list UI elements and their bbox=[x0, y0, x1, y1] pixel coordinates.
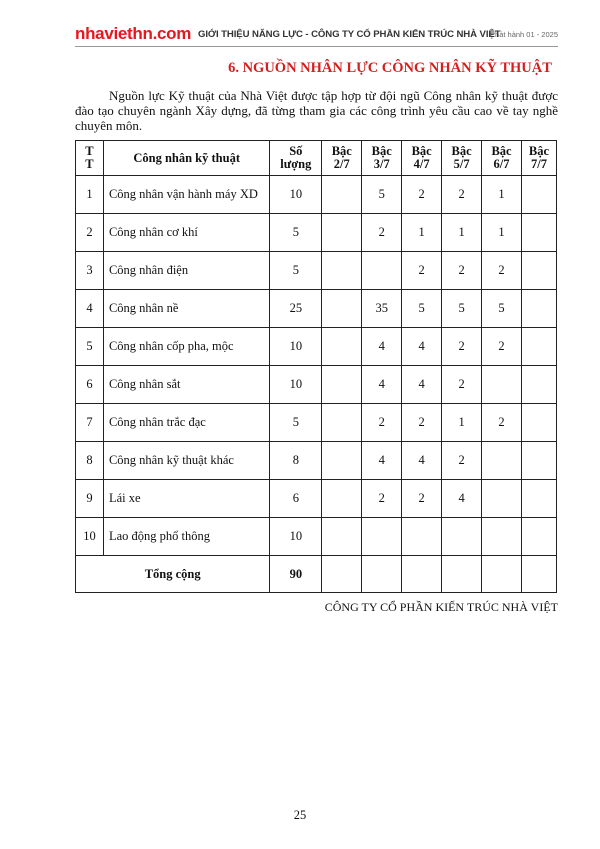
cell-qty: 5 bbox=[270, 252, 322, 290]
cell-bac-3: 35 bbox=[362, 290, 402, 328]
cell-qty: 25 bbox=[270, 290, 322, 328]
cell-tt: 5 bbox=[76, 328, 104, 366]
cell-qty: 5 bbox=[270, 214, 322, 252]
cell-bac-6 bbox=[482, 442, 522, 480]
cell-qty: 10 bbox=[270, 518, 322, 556]
cell-bac-3: 5 bbox=[362, 176, 402, 214]
cell-bac-5: 2 bbox=[442, 252, 482, 290]
cell-bac-2 bbox=[322, 518, 362, 556]
cell-empty bbox=[522, 556, 557, 593]
table-row bbox=[76, 176, 557, 214]
cell-bac-5: 2 bbox=[442, 442, 482, 480]
cell-bac-3: 2 bbox=[362, 480, 402, 518]
cell-empty bbox=[362, 556, 402, 593]
cell-bac-4: 2 bbox=[402, 480, 442, 518]
cell-bac-7 bbox=[522, 214, 557, 252]
company-logo: nhaviethn.com bbox=[75, 24, 192, 43]
table-row bbox=[76, 518, 557, 556]
table-row bbox=[76, 214, 557, 252]
cell-bac-4: 4 bbox=[402, 366, 442, 404]
table-row bbox=[76, 290, 557, 328]
cell-empty bbox=[402, 556, 442, 593]
header-bac-6: Bậc 6/7 bbox=[482, 141, 522, 176]
cell-qty: 10 bbox=[270, 328, 322, 366]
cell-bac-7 bbox=[522, 518, 557, 556]
cell-qty: 6 bbox=[270, 480, 322, 518]
cell-bac-4 bbox=[402, 518, 442, 556]
cell-bac-6: 2 bbox=[482, 404, 522, 442]
cell-bac-6: 2 bbox=[482, 252, 522, 290]
cell-tt: 4 bbox=[76, 290, 104, 328]
cell-tt: 3 bbox=[76, 252, 104, 290]
cell-bac-2 bbox=[322, 214, 362, 252]
cell-bac-6: 1 bbox=[482, 176, 522, 214]
cell-qty: 5 bbox=[270, 404, 322, 442]
worker-table bbox=[75, 140, 557, 593]
cell-bac-3: 2 bbox=[362, 214, 402, 252]
cell-bac-5: 1 bbox=[442, 214, 482, 252]
cell-qty: 10 bbox=[270, 176, 322, 214]
cell-bac-2 bbox=[322, 176, 362, 214]
page-header bbox=[75, 26, 558, 47]
cell-bac-2 bbox=[322, 290, 362, 328]
header-tt: T T bbox=[76, 141, 104, 176]
cell-tt: 10 bbox=[76, 518, 104, 556]
cell-bac-4: 1 bbox=[402, 214, 442, 252]
table-row bbox=[76, 366, 557, 404]
intro-text: Nguồn lực Kỹ thuật của Nhà Việt được tập hợp từ đội ngũ Công nhân kỹ thuật được đào tạo chuyên ngành Xây dựng, đã từng tham gia các công trình yêu cầu cao về tay nghề chuyên môn. bbox=[75, 88, 558, 133]
cell-name: Công nhân cốp pha, mộc bbox=[103, 328, 269, 366]
cell-bac-4: 2 bbox=[402, 252, 442, 290]
cell-bac-5 bbox=[442, 518, 482, 556]
cell-bac-7 bbox=[522, 290, 557, 328]
cell-empty bbox=[442, 556, 482, 593]
cell-bac-7 bbox=[522, 442, 557, 480]
cell-bac-6: 5 bbox=[482, 290, 522, 328]
cell-bac-3: 4 bbox=[362, 366, 402, 404]
table-row bbox=[76, 480, 557, 518]
cell-bac-3: 2 bbox=[362, 404, 402, 442]
total-row bbox=[76, 556, 557, 593]
cell-name: Lao động phổ thông bbox=[103, 518, 269, 556]
cell-bac-2 bbox=[322, 328, 362, 366]
cell-bac-3: 4 bbox=[362, 442, 402, 480]
cell-bac-5: 2 bbox=[442, 366, 482, 404]
cell-bac-2 bbox=[322, 480, 362, 518]
header-worker: Công nhân kỹ thuật bbox=[103, 141, 269, 176]
cell-bac-7 bbox=[522, 328, 557, 366]
header-bac-5: Bậc 5/7 bbox=[442, 141, 482, 176]
table-row bbox=[76, 404, 557, 442]
cell-bac-5: 1 bbox=[442, 404, 482, 442]
company-signature: CÔNG TY CỔ PHẦN KIẾN TRÚC NHÀ VIỆT bbox=[324, 600, 558, 614]
cell-bac-2 bbox=[322, 252, 362, 290]
cell-bac-3 bbox=[362, 518, 402, 556]
cell-bac-6 bbox=[482, 480, 522, 518]
issue-label: Phát hành 01 - 2025 bbox=[490, 30, 558, 39]
cell-bac-3 bbox=[362, 252, 402, 290]
header-bac-7: Bậc 7/7 bbox=[522, 141, 557, 176]
cell-bac-2 bbox=[322, 442, 362, 480]
cell-tt: 1 bbox=[76, 176, 104, 214]
cell-bac-4: 4 bbox=[402, 328, 442, 366]
cell-bac-3: 4 bbox=[362, 328, 402, 366]
total-qty: 90 bbox=[270, 556, 322, 593]
header-bac-2: Bậc 2/7 bbox=[322, 141, 362, 176]
cell-bac-4: 4 bbox=[402, 442, 442, 480]
cell-name: Công nhân vận hành máy XD bbox=[103, 176, 269, 214]
cell-qty: 10 bbox=[270, 366, 322, 404]
table-row bbox=[76, 328, 557, 366]
cell-bac-4: 5 bbox=[402, 290, 442, 328]
intro-paragraph bbox=[75, 88, 558, 133]
cell-tt: 9 bbox=[76, 480, 104, 518]
cell-name: Công nhân điện bbox=[103, 252, 269, 290]
cell-bac-5: 5 bbox=[442, 290, 482, 328]
cell-qty: 8 bbox=[270, 442, 322, 480]
cell-name: Lái xe bbox=[103, 480, 269, 518]
table-row bbox=[76, 252, 557, 290]
total-label: Tổng cộng bbox=[76, 556, 270, 593]
cell-bac-7 bbox=[522, 176, 557, 214]
cell-empty bbox=[322, 556, 362, 593]
cell-bac-6 bbox=[482, 366, 522, 404]
table-row bbox=[76, 442, 557, 480]
header-bac-4: Bậc 4/7 bbox=[402, 141, 442, 176]
cell-bac-6: 2 bbox=[482, 328, 522, 366]
cell-tt: 7 bbox=[76, 404, 104, 442]
cell-bac-6 bbox=[482, 518, 522, 556]
table-header-row bbox=[76, 141, 557, 176]
cell-name: Công nhân cơ khí bbox=[103, 214, 269, 252]
header-qty: Số lượng bbox=[270, 141, 322, 176]
cell-bac-5: 2 bbox=[442, 176, 482, 214]
cell-name: Công nhân nề bbox=[103, 290, 269, 328]
cell-bac-7 bbox=[522, 480, 557, 518]
cell-bac-7 bbox=[522, 366, 557, 404]
cell-bac-4: 2 bbox=[402, 176, 442, 214]
cell-empty bbox=[482, 556, 522, 593]
header-title: GIỚI THIỆU NĂNG LỰC - CÔNG TY CỔ PHẦN KIẾN TRÚC NHÀ VIỆT bbox=[198, 29, 501, 40]
page-number: 25 bbox=[293, 808, 307, 822]
cell-name: Công nhân sắt bbox=[103, 366, 269, 404]
header-bac-3: Bậc 3/7 bbox=[362, 141, 402, 176]
cell-tt: 6 bbox=[76, 366, 104, 404]
section-title-text: 6. NGUỒN NHÂN LỰC CÔNG NHÂN KỸ THUẬT bbox=[228, 60, 552, 76]
cell-name: Công nhân kỹ thuật khác bbox=[103, 442, 269, 480]
cell-name: Công nhân trắc đạc bbox=[103, 404, 269, 442]
cell-tt: 2 bbox=[76, 214, 104, 252]
cell-bac-7 bbox=[522, 252, 557, 290]
cell-bac-5: 4 bbox=[442, 480, 482, 518]
cell-tt: 8 bbox=[76, 442, 104, 480]
section-title bbox=[75, 60, 558, 77]
cell-bac-6: 1 bbox=[482, 214, 522, 252]
cell-bac-2 bbox=[322, 404, 362, 442]
cell-bac-7 bbox=[522, 404, 557, 442]
cell-bac-5: 2 bbox=[442, 328, 482, 366]
cell-bac-2 bbox=[322, 366, 362, 404]
cell-bac-4: 2 bbox=[402, 404, 442, 442]
